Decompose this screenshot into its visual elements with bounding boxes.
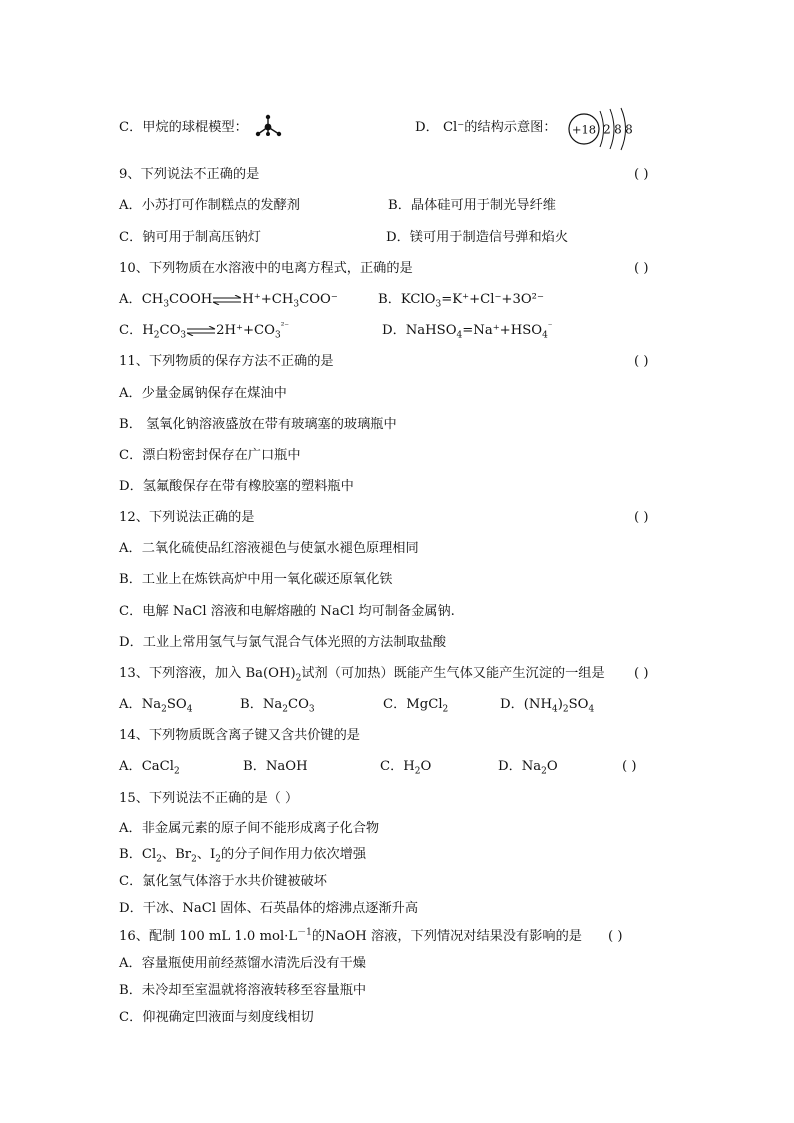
q13-option-a: A．$Na_2SO_4$: [119, 697, 193, 715]
chloride-ion-structure-diagram: [566, 104, 638, 154]
q9-option-a: A．小苏打可作制糕点的发酵剂: [119, 198, 300, 213]
q11-option-a: A．少量金属钠保存在煤油中: [119, 386, 287, 401]
q12-option-c: C．电解 NaCl 溶液和电解熔融的 NaCl 均可制备金属钠.: [119, 604, 455, 619]
q12-option-a: A．二氧化硫使品红溶液褪色与使氯水褪色原理相同: [119, 541, 419, 556]
q14-option-b: B．NaOH: [243, 759, 308, 774]
q15-option-a: A．非金属元素的原子间不能形成离子化合物: [119, 821, 380, 836]
q10-option-d: D．$NaHSO_4=Na^++HSO_4^{^-}$: [382, 321, 553, 341]
q10-option-b: B．KClO$_3$=K⁺+Cl⁻+3O²⁻: [378, 292, 544, 310]
q10-answer-paren: ( ): [634, 261, 649, 276]
q9-option-b: B．晶体硅可用于制光导纤维: [388, 198, 556, 213]
q11-option-b: B． 氢氧化钠溶液盛放在带有玻璃塞的玻璃瓶中: [119, 417, 397, 432]
q16-stem: 16、配制 100 mL 1.0 $mol\cdot L^{-1}$的NaOH 溶液，下列情况对结果没有影响的是: [119, 927, 582, 944]
q16-option-a: A．容量瓶使用前经蒸馏水清洗后没有干燥: [119, 956, 366, 971]
q8-option-d-text: D． Cl⁻的结构示意图：: [415, 120, 557, 135]
q9-option-c: C．钠可用于制高压钠灯: [119, 230, 261, 245]
q16-answer-paren: ( ): [608, 929, 623, 944]
q10-option-a: A．$CH_3COOH$ $H^++CH_3COO^-$: [119, 292, 338, 310]
reversible-arrow-icon: [186, 326, 216, 336]
q9-stem: 9、下列说法不正确的是: [119, 167, 260, 182]
q16-option-c: C．仰视确定凹液面与刻度线相切: [119, 1010, 314, 1025]
reversible-arrow-icon: [212, 295, 242, 305]
q15-option-d: D．干冰、NaCl 固体、石英晶体的熔沸点逐渐升高: [119, 901, 419, 916]
q13-stem: 13、下列溶液，加入 $Ba(OH)_2$试剂（可加热）既能产生气体又能产生沉淀的一组是: [119, 666, 605, 684]
q13-option-d: D．$(NH_4)_2SO_4$: [500, 697, 595, 715]
q15-option-c: C．氯化氢气体溶于水共价键被破坏: [119, 874, 327, 889]
q11-option-d: D．氢氟酸保存在带有橡胶塞的塑料瓶中: [119, 479, 354, 494]
q13-option-b: B．$Na_2CO_3$: [240, 697, 315, 715]
q8-option-d: [415, 119, 557, 137]
q15-option-b: B．$Cl_2$、$Br_2$、$I_2$的分子间作用力依次增强: [119, 847, 367, 865]
q11-option-c: C．漂白粉密封保存在广口瓶中: [119, 448, 301, 463]
q12-option-b: B．工业上在炼铁高炉中用一氧化碳还原氧化铁: [119, 572, 393, 587]
shell-3-electrons: 8: [625, 122, 633, 137]
q8-option-c-text: C．甲烷的球棍模型：: [119, 120, 248, 135]
q13-option-c: C．MgCl$_2$: [383, 697, 449, 715]
q16-option-b: B．未冷却至室温就将溶液转移至容量瓶中: [119, 983, 367, 998]
q13-answer-paren: ( ): [634, 666, 649, 681]
shell-2-electrons: 8: [614, 122, 622, 137]
q11-stem: 11、下列物质的保存方法不正确的是: [119, 354, 334, 369]
q15-stem: 15、下列说法不正确的是（ ）: [119, 791, 299, 806]
q12-option-d: D．工业上常用氢气与氯气混合气体光照的方法制取盐酸: [119, 635, 447, 650]
nucleus-charge: +18: [571, 122, 597, 137]
q10-option-c: C．$H_2CO_3$ $2H^++CO_3^{^{2-}}$: [119, 321, 290, 341]
q9-answer-paren: ( ): [634, 167, 649, 182]
q14-stem: 14、下列物质既含离子键又含共价键的是: [119, 728, 360, 743]
q14-option-d: D．$Na_2O$: [498, 759, 558, 777]
q14-option-c: C．$H_2O$: [380, 759, 432, 777]
q14-option-a: A．CaCl$_2$: [119, 759, 180, 777]
q12-answer-paren: ( ): [634, 510, 649, 525]
q10-stem: 10、下列物质在水溶液中的电离方程式，正确的是: [119, 261, 413, 276]
q9-option-d: D．镁可用于制造信号弹和焰火: [386, 230, 569, 245]
q12-stem: 12、下列说法正确的是: [119, 510, 255, 525]
q14-answer-paren: ( ): [622, 759, 637, 774]
methane-ball-stick-model: [254, 114, 284, 140]
q8-option-c: [119, 119, 248, 137]
q11-answer-paren: ( ): [634, 354, 649, 369]
shell-1-electrons: 2: [603, 122, 611, 137]
